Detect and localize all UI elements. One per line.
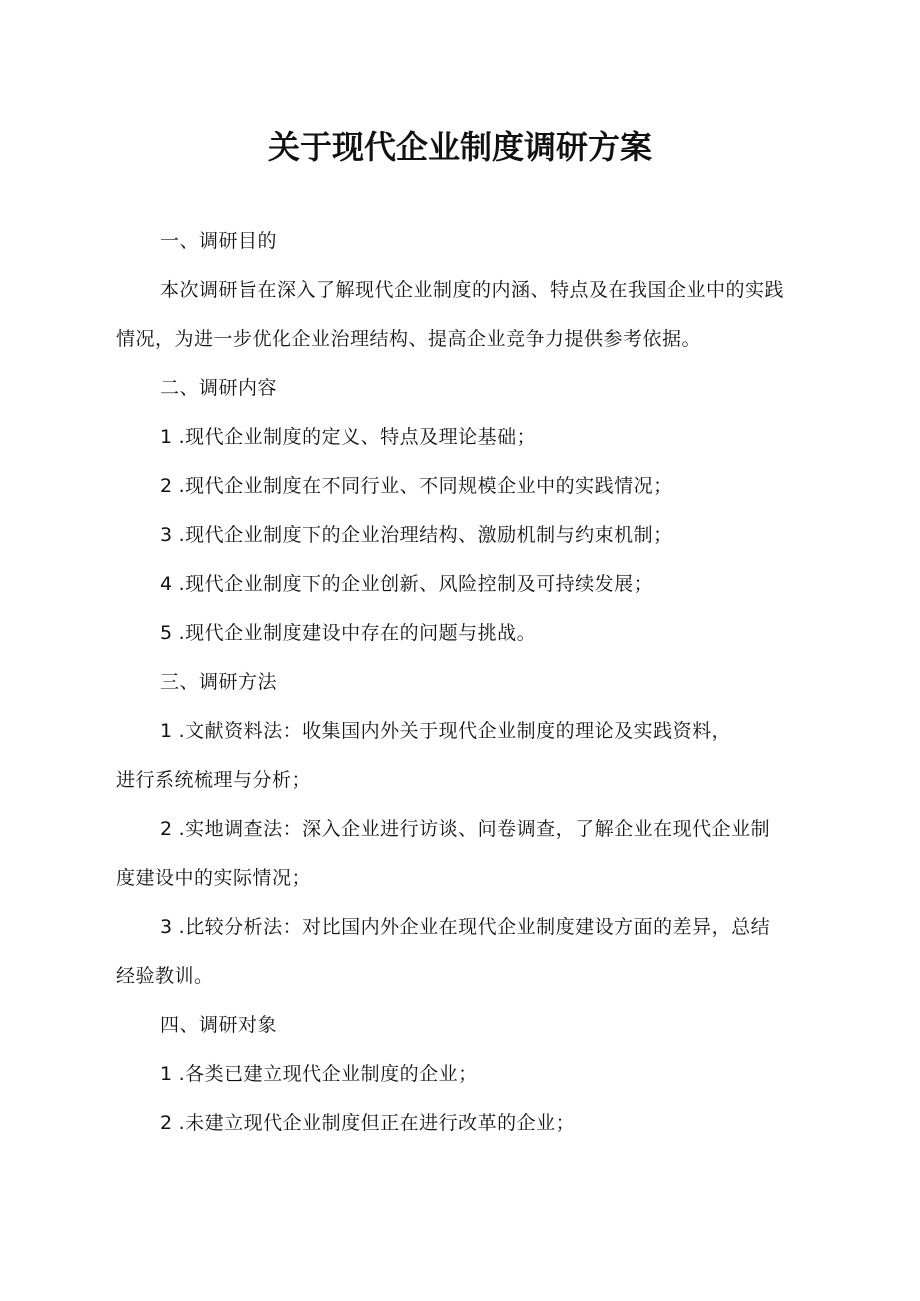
method-item-line-2: 度建设中的实际情况； xyxy=(116,867,312,889)
target-item xyxy=(160,1059,478,1089)
purpose-paragraph-line-1: 本次调研旨在深入了解现代企业制度的内涵、特点及在我国企业中的实践 xyxy=(160,279,785,301)
method-item-line-1 xyxy=(160,716,731,746)
method-item-line-2: 经验教训。 xyxy=(116,965,214,987)
item-number: 1 xyxy=(160,1063,173,1085)
item-number: 4 xyxy=(160,573,173,595)
item-text: .文献资料法：收集国内外关于现代企业制度的理论及实践资料， xyxy=(178,720,732,742)
section-heading-methods: 三、调研方法 xyxy=(160,671,278,693)
item-number: 3 xyxy=(160,524,173,546)
document-title: 关于现代企业制度调研方案 xyxy=(267,128,652,166)
item-text: .比较分析法：对比国内外企业在现代企业制度建设方面的差异，总结 xyxy=(178,916,771,938)
item-number: 2 xyxy=(160,475,173,497)
method-item-line-1 xyxy=(160,814,770,844)
content-item xyxy=(160,618,536,648)
item-text: .现代企业制度在不同行业、不同规模企业中的实践情况； xyxy=(178,475,673,497)
content-item xyxy=(160,569,653,599)
item-number: 2 xyxy=(160,818,173,840)
section-heading-purpose: 一、调研目的 xyxy=(160,230,278,252)
item-text: .现代企业制度的定义、特点及理论基础； xyxy=(178,426,537,448)
item-text: .各类已建立现代企业制度的企业； xyxy=(178,1063,478,1085)
content-item xyxy=(160,471,673,501)
item-text: .现代企业制度下的企业治理结构、激励机制与约束机制； xyxy=(178,524,673,546)
item-number: 2 xyxy=(160,1112,173,1134)
purpose-paragraph-line-2: 情况，为进一步优化企业治理结构、提高企业竞争力提供参考依据。 xyxy=(116,328,702,350)
item-text: .未建立现代企业制度但正在进行改革的企业； xyxy=(178,1112,576,1134)
section-heading-targets: 四、调研对象 xyxy=(160,1014,278,1036)
content-item xyxy=(160,422,536,452)
item-text: .实地调查法：深入企业进行访谈、问卷调查，了解企业在现代企业制 xyxy=(178,818,771,840)
item-number: 1 xyxy=(160,426,173,448)
target-item xyxy=(160,1108,575,1138)
section-heading-content: 二、调研内容 xyxy=(160,377,278,399)
method-item-line-1 xyxy=(160,912,770,942)
content-item xyxy=(160,520,673,550)
item-number: 3 xyxy=(160,916,173,938)
method-item-line-2: 进行系统梳理与分析； xyxy=(116,769,312,791)
item-text: .现代企业制度建设中存在的问题与挑战。 xyxy=(178,622,537,644)
item-number: 5 xyxy=(160,622,173,644)
item-text: .现代企业制度下的企业创新、风险控制及可持续发展； xyxy=(178,573,654,595)
item-number: 1 xyxy=(160,720,173,742)
